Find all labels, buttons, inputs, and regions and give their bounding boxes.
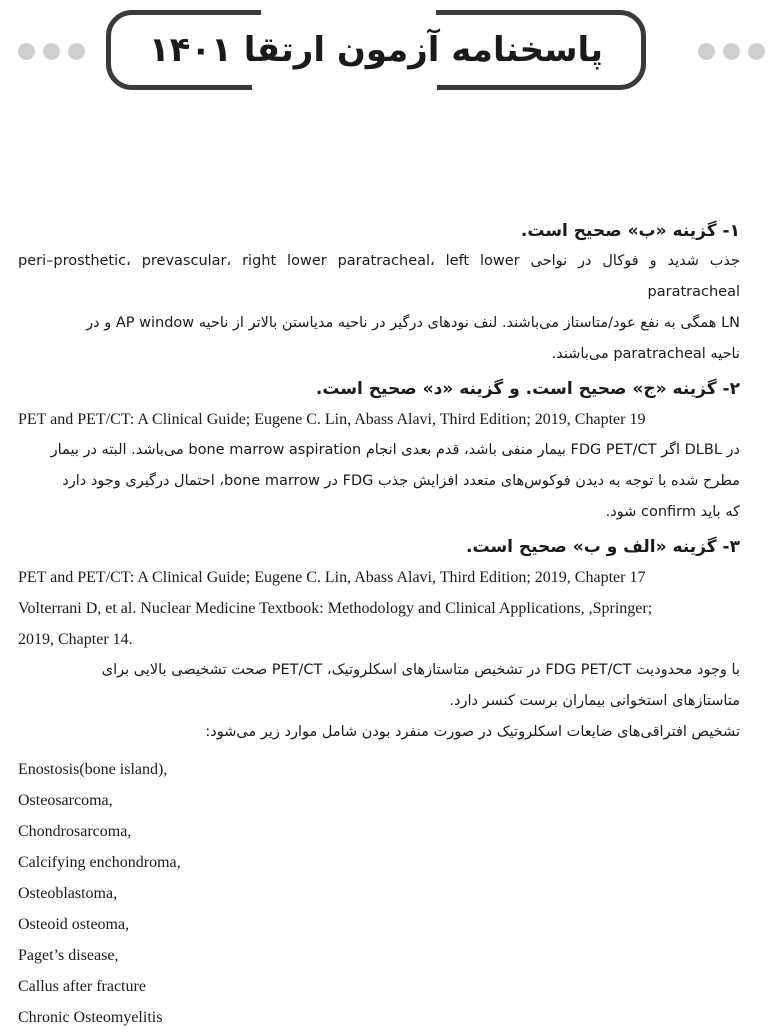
dot [723, 43, 740, 60]
dot [698, 43, 715, 60]
answer-1-line-3: ناحیه paratracheal می‌باشند. [551, 346, 740, 362]
answer-1-line-2: LN همگی به نفع عود/متاستاز می‌باشند. لنف نودهای درگیر در ناحیه مدیاستن بالاتر از ناحیه AP window و در [86, 315, 740, 331]
page-header [0, 0, 783, 105]
answer-2-line-1: در DLBL اگر FDG PET/CT بیمار منفی باشد، قدم بعدی انجام bone marrow aspiration می‌باشد. البته در بیمار [50, 442, 740, 458]
answer-2-line-2: مطرح شده با توجه به دیدن فوکوس‌های متعدد افزایش جذب FDG در bone marrow، احتمال درگیری وجود دارد [62, 473, 740, 489]
answer-3-reference-2-line-2: 2019, Chapter 14. [18, 631, 133, 648]
list-item: Chondrosarcoma, [18, 823, 132, 840]
list-item: Paget’s disease, [18, 947, 119, 964]
dot [18, 43, 35, 60]
answer-1 [18, 216, 740, 370]
differential-list [18, 754, 740, 1033]
answer-3-line-1: با وجود محدودیت FDG PET/CT در تشخیص متاستازهای اسکلروتیک، PET/CT صحت تشخیصی بالایی برای [101, 662, 740, 678]
title-frame [106, 10, 646, 90]
answer-1-heading: ۱- گزینه «ب» صحیح است. [520, 221, 740, 241]
answer-2-reference: PET and PET/CT: A Clinical Guide; Eugene C. Lin, Abass Alavi, Third Edition; 2019, Chapter 19 [18, 411, 646, 428]
list-item: Osteoid osteoma, [18, 916, 130, 933]
answer-2-line-3: که باید confirm شود. [605, 504, 740, 520]
answer-3-heading: ۳- گزینه «الف و ب» صحیح است. [466, 537, 740, 557]
answer-3-reference-1: PET and PET/CT: A Clinical Guide; Eugene C. Lin, Abass Alavi, Third Edition; 2019, Chapter 17 [18, 569, 646, 586]
answer-2 [18, 374, 740, 528]
list-item: Osteosarcoma, [18, 792, 113, 809]
list-item: Callus after fracture [18, 978, 146, 995]
dot [43, 43, 60, 60]
answer-content [18, 216, 740, 1033]
decorative-dots-left [18, 43, 85, 60]
answer-3 [18, 532, 740, 1033]
dot [748, 43, 765, 60]
list-item: Enostosis(bone island), [18, 761, 168, 778]
differential-intro: تشخیص افتراقی‌های ضایعات اسکلروتیک در صورت منفرد بودن شامل موارد زیر می‌شود: [205, 724, 740, 740]
answer-3-line-2: متاستازهای استخوانی بیماران برست کنسر دارد. [449, 693, 740, 709]
list-item: Chronic Osteomyelitis [18, 1009, 163, 1026]
answer-3-reference-2-line-1: Volterrani D, et al. Nuclear Medicine Textbook: Methodology and Clinical Applications, ,Springer; [18, 600, 653, 617]
dot [68, 43, 85, 60]
page-title: پاسخنامه آزمون ارتقا ۱۴۰۱ [148, 30, 604, 70]
answer-1-line-1: جذب شدید و فوکال در نواحی peri–prosthetic، prevascular، right lower paratracheal، left lower paratracheal [18, 253, 740, 300]
answer-2-heading: ۲- گزینه «ج» صحیح است. و گزینه «د» صحیح است. [315, 379, 740, 399]
list-item: Osteoblastoma, [18, 885, 118, 902]
list-item: Calcifying enchondroma, [18, 854, 181, 871]
decorative-dots-right [698, 43, 765, 60]
